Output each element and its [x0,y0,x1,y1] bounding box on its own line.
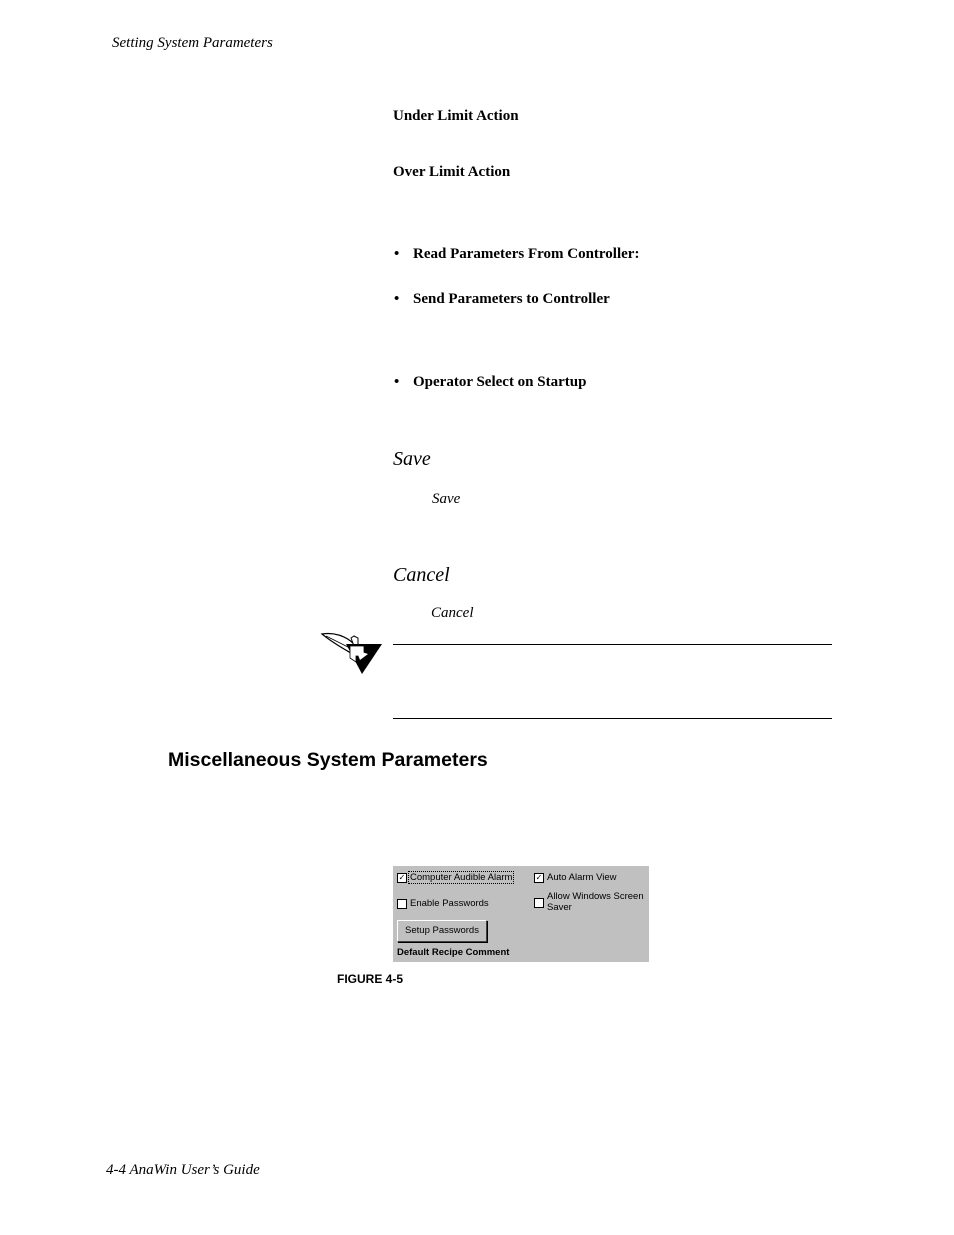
bullet-send-parameters [394,291,610,308]
save-heading: Save [393,448,431,470]
computer-audible-alarm-label: Computer Audible Alarm [410,872,513,883]
note-bottom-rule [393,718,832,719]
enable-passwords-label: Enable Passwords [410,898,489,909]
bullet-symbol: • [394,246,400,262]
misc-parameters-dialog [393,866,649,962]
section-title: Miscellaneous System Parameters [168,749,488,771]
bullet-operator-select [394,374,586,391]
default-recipe-comment-label: Default Recipe Comment [397,947,510,958]
bullet-symbol: • [394,374,400,390]
auto-alarm-view-label: Auto Alarm View [547,872,617,883]
figure-caption: FIGURE 4-5 [337,972,404,986]
running-header: Setting System Parameters [112,35,273,51]
allow-screen-saver-label-line2: Saver [547,902,572,913]
over-limit-action-term: Over Limit Action [393,164,511,180]
bullet-read-parameters-text: Read Parameters From Controller: [413,246,640,262]
auto-alarm-view-checkbox[interactable] [534,873,544,883]
setup-passwords-button[interactable]: Setup Passwords [397,920,487,942]
enable-passwords-checkbox[interactable] [397,899,407,909]
save-subtext: Save [432,491,461,507]
note-top-rule [393,644,832,645]
bullet-read-parameters [394,246,639,263]
cancel-heading: Cancel [393,564,450,586]
page-footer: 4-4 AnaWin User’s Guide [106,1162,260,1178]
under-limit-action-term: Under Limit Action [393,108,519,124]
check-mark-icon: ✓ [398,873,406,882]
bullet-operator-select-text: Operator Select on Startup [413,374,587,390]
bullet-send-parameters-text: Send Parameters to Controller [413,291,610,307]
allow-screen-saver-label-line1: Allow Windows Screen [547,891,644,902]
note-quill-icon [320,630,384,676]
allow-screen-saver-checkbox[interactable] [534,898,544,908]
computer-audible-alarm-label-wrap [409,872,513,883]
check-mark-icon: ✓ [535,873,543,882]
cancel-subtext: Cancel [431,605,474,621]
computer-audible-alarm-checkbox[interactable] [397,873,407,883]
bullet-symbol: • [394,291,400,307]
